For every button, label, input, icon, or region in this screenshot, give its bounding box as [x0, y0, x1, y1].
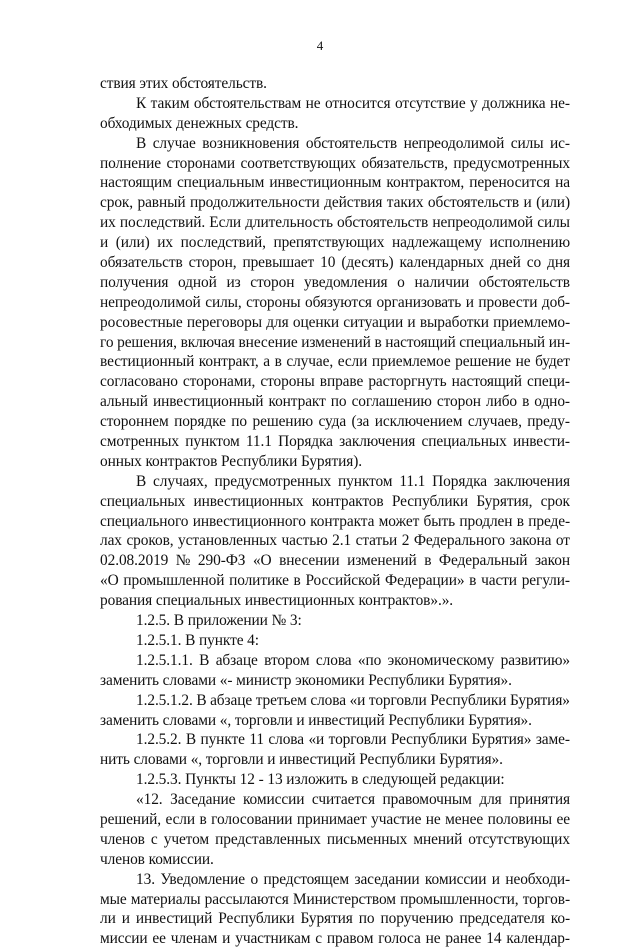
- text-line: росовестные переговоры для оценки ситуации и выработки приемлемо-: [100, 313, 570, 331]
- text-line: В случаях, предусмотренных пунктом 11.1 Порядка заключения: [136, 472, 570, 490]
- text-line: непреодолимой силы, стороны обязуются организовать и провести доб-: [100, 293, 570, 311]
- text-line: 13. Уведомление о предстоящем заседании комиссии и необходи-: [136, 870, 570, 888]
- text-line: смотренных пунктом 11.1 Порядка заключения специальных инвести-: [100, 433, 570, 451]
- text-line: получения одной из сторон уведомления о наличии обстоятельств: [100, 273, 570, 291]
- text-line: В случае возникновения обстоятельств непреодолимой силы ис-: [136, 134, 570, 152]
- page-number: 4: [316, 38, 324, 53]
- text-line: членов комиссии.: [100, 850, 214, 868]
- text-line: их последствий. Если длительность обстоятельств непреодолимой силы: [100, 214, 570, 232]
- text-line: ствия этих обстоятельств.: [100, 75, 267, 92]
- text-line: миссии ее членам и участникам с правом голоса не ранее 14 календар-: [100, 930, 570, 948]
- text-line: лах сроков, установленных частью 2.1 статьи 2 Федерального закона от: [100, 532, 570, 550]
- text-line: полнение сторонами соответствующих обязательств, предусмотренных: [100, 154, 570, 172]
- document-body: [100, 74, 570, 949]
- text-line: онных контрактов Республики Бурятия).: [100, 452, 363, 470]
- text-line: «О промышленной политике в Российской Федерации» в части регули-: [100, 572, 570, 590]
- text-line: решений, если в голосовании принимает участие не менее половины ее: [100, 810, 570, 828]
- text-line: членов с учетом представленных письменных мнений отсутствующих: [100, 830, 570, 848]
- text-line: ли и инвестиций Республики Бурятия по поручению председателя ко-: [100, 910, 570, 928]
- text-line: настоящим специальным инвестиционным контрактом, переносится на: [100, 174, 570, 192]
- text-line: 1.2.5.1. В пункте 4:: [136, 631, 259, 649]
- text-line: нить словами «, торговли и инвестиций Республики Бурятия».: [100, 751, 503, 769]
- text-line: 1.2.5.1.2. В абзаце третьем слова «и торговли Республики Бурятия»: [136, 691, 570, 709]
- text-line: 1.2.5.3. Пункты 12 - 13 изложить в следующей редакции:: [136, 771, 505, 789]
- text-line: специальных инвестиционных контрактов Республики Бурятия, срок: [100, 492, 570, 510]
- text-line: 02.08.2019 № 290-ФЗ «О внесении изменений в Федеральный закон: [100, 552, 570, 570]
- text-line: рования специальных инвестиционных контрактов».».: [100, 592, 454, 610]
- text-line: вестиционный контракт, а в случае, если приемлемое решение не будет: [100, 353, 570, 371]
- text-line: заменить словами «- министр экономики Республики Бурятия».: [100, 671, 512, 689]
- text-line: го решения, включая внесение изменений в настоящий специальный ин-: [100, 333, 570, 351]
- text-line: 1.2.5.1.1. В абзаце втором слова «по экономическому развитию»: [136, 651, 570, 669]
- text-line: обязательств сторон, превышает 10 (десять) календарных дней со дня: [100, 254, 570, 272]
- text-line: 1.2.5.2. В пункте 11 слова «и торговли Республики Бурятия» заме-: [136, 731, 570, 749]
- text-line: специального инвестиционного контракта может быть продлен в преде-: [100, 512, 570, 530]
- text-line: альный инвестиционный контракт по соглашению сторон либо в одно-: [100, 393, 570, 411]
- text-line: согласовано сторонами, стороны вправе расторгнуть настоящий специ-: [100, 373, 570, 391]
- text-line: срок, равный продолжительности действия таких обстоятельств и (или): [100, 194, 570, 212]
- text-line: обходимых денежных средств.: [100, 114, 299, 132]
- text-line: К таким обстоятельствам не относится отсутствие у должника не-: [136, 94, 570, 112]
- text-line: заменить словами «, торговли и инвестиций Республики Бурятия».: [100, 711, 532, 729]
- text-line: 1.2.5. В приложении № 3:: [136, 612, 302, 630]
- text-line: «12. Заседание комиссии считается правомочным для принятия: [136, 791, 570, 809]
- text-line: стороннем порядке по решению суда (за исключением случаев, преду-: [100, 413, 570, 431]
- text-line: мые материалы рассылаются Министерством промышленности, торгов-: [100, 890, 570, 908]
- text-line: и (или) их последствий, препятствующих надлежащему исполнению: [100, 234, 570, 252]
